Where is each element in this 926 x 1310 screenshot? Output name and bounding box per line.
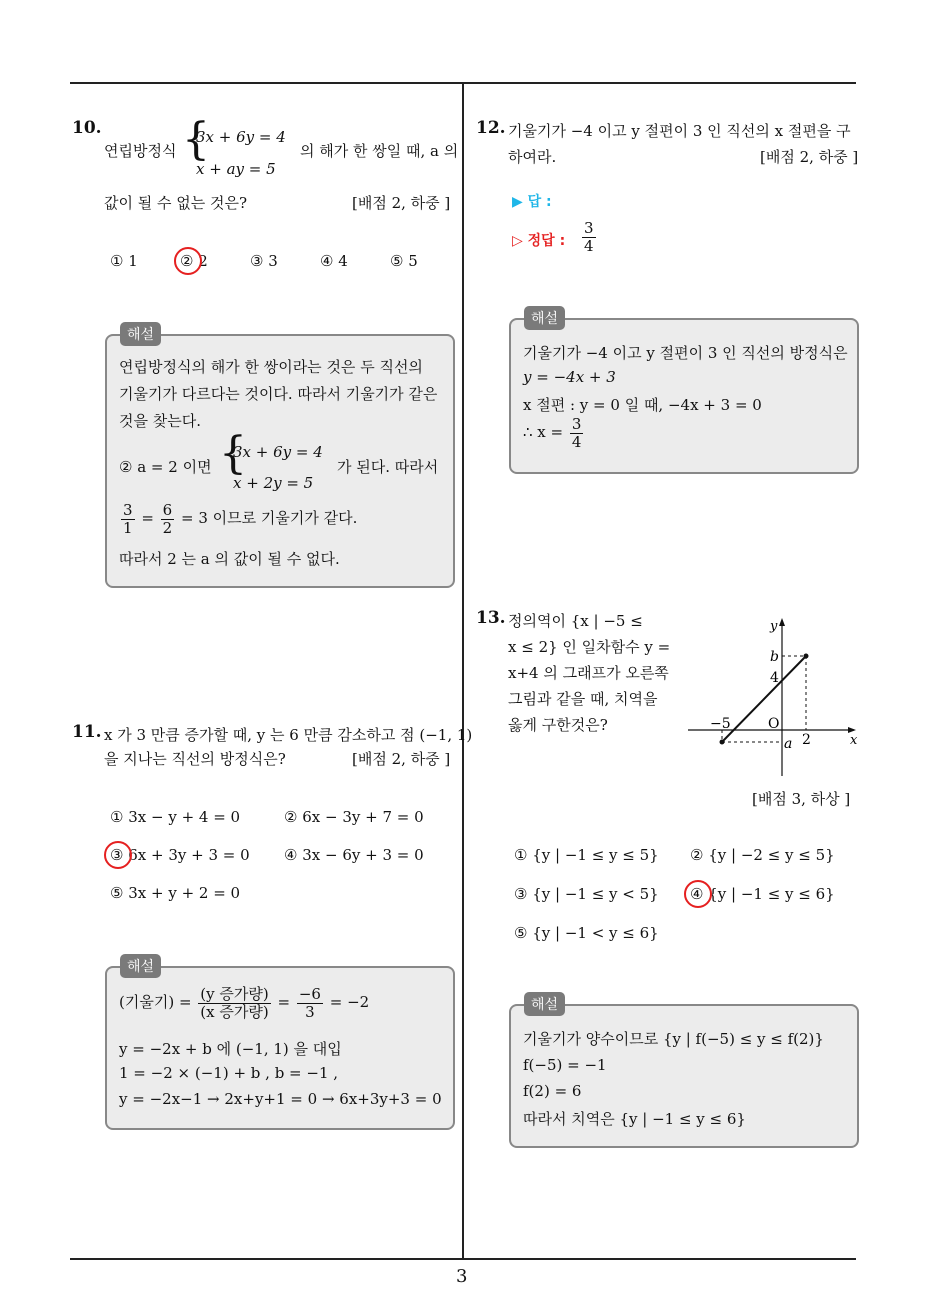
q12-sol-l4: ∴ x = [523,423,564,441]
q13-sol-l4: 따라서 치역은 {y | −1 ≤ y ≤ 6} [523,1110,746,1128]
q13-graph [684,612,864,782]
q12-sol-frac: $\frac{3}{4}$ [571,415,582,451]
q13-sol-l2: f(−5) = −1 [523,1056,607,1074]
q13-function-line [722,656,806,742]
q10-answer-mark [174,247,202,275]
q11-answer-mark [104,841,132,869]
q12-correct-value [580,220,598,254]
q12-number: 12. [476,118,506,138]
q13-choice-2[interactable]: ② {y | −2 ≤ y ≤ 5} [690,846,835,864]
q10-choice-5[interactable]: ⑤ 5 [390,252,418,270]
q10-brace: { [182,114,210,165]
q11-line1: x 가 3 만큼 증가할 때, y 는 6 만큼 감소하고 점 (−1, 1) [104,726,473,744]
q10-points: [배점 2, 하중 ] [352,194,451,212]
q10-sol-frac2: $\frac{6}{2}$ [162,501,173,537]
q12-correct-frac: $\frac{3}{4}$ [584,219,594,255]
q13-y-arrow [779,618,785,626]
q10-sol-l5: = 3 이므로 기울기가 같다. [180,509,358,527]
q13-number: 13. [476,608,506,628]
q10-sol-l1: 연립방정식의 해가 한 쌍이라는 것은 두 직선의 [119,358,423,376]
q10-sol-brace: { [219,428,247,479]
q13-l1: 정의역이 {x | −5 ≤ [508,612,643,630]
page-number: 3 [456,1266,468,1287]
q13-sol-l3: f(2) = 6 [523,1082,582,1100]
q13-choice-5[interactable]: ⑤ {y | −1 < y ≤ 6} [514,924,659,942]
q12-sol-l3: x 절편 : y = 0 일 때, −4x + 3 = 0 [523,396,762,414]
q10-choice-3[interactable]: ③ 3 [250,252,278,270]
q12-sol-l4-row [523,416,585,450]
q13-a-label: a [784,736,793,752]
q13-y-label: y [770,619,778,634]
q11-sol-l1a: (기울기) = [119,993,192,1011]
q11-sol-l1b: = −2 [329,993,370,1011]
q12-answer-label: ▶ 답 : [512,194,552,210]
q12-correct-label: ▷ 정답 : [512,233,566,249]
q12-line1: 기울기가 −4 이고 y 절편이 3 인 직선의 x 절편을 구 [508,122,851,140]
q13-points: [배점 3, 하상 ] [752,790,851,808]
q10-choice-2[interactable]: ② 2 [180,252,208,270]
q13-l2: x ≤ 2} 인 일차함수 y = [508,638,671,656]
q13-l5: 옳게 구한것은? [508,716,608,734]
q10-sol-frac1: $\frac{3}{1}$ [123,501,133,537]
q10-sol-l3: 것을 찾는다. [119,412,201,430]
q13-solution-tag: 해설 [524,992,565,1016]
q10-solution-box [105,334,455,588]
q10-choice-4[interactable]: ④ 4 [320,252,348,270]
q10-lead: 연립방정식 [104,142,177,160]
q12-sol-l1: 기울기가 −4 이고 y 절편이 3 인 직선의 방정식은 [523,344,848,362]
q11-choice-1[interactable]: ① 3x − y + 4 = 0 [110,808,241,826]
q13-x-label: x [850,733,858,748]
q10-sol-l2: 기울기가 다르다는 것이다. 따라서 기울기가 같은 [119,385,438,403]
q11-sol-l1-row: (기울기) = $\frac{\text{(y 증가량)}}{\text{(x 증가량)}}$ = $\frac{-6}{3}$ = −2 [119,985,370,1021]
q13-choice-1[interactable]: ① {y | −1 ≤ y ≤ 5} [514,846,659,864]
q11-solution-box [105,966,455,1130]
q13-l3: x+4 의 그래프가 오른쪽 [508,664,669,682]
q10-tail: 의 해가 한 쌍일 때, a 의 [300,142,459,160]
q13-sol-l1: 기울기가 양수이므로 {y | f(−5) ≤ y ≤ f(2)} [523,1030,824,1048]
q11-choice-2[interactable]: ② 6x − 3y + 7 = 0 [284,808,424,826]
q13-neg5-label: −5 [710,716,731,732]
q13-l4: 그림과 같을 때, 치역을 [508,690,658,708]
q13-solution-box [509,1004,859,1148]
q13-choice-3[interactable]: ③ {y | −1 ≤ y < 5} [514,885,659,903]
q12-solution-tag: 해설 [524,306,565,330]
q10-number: 10. [72,118,102,138]
q13-two-label: 2 [802,732,811,748]
q10-sol-l5-row: $\frac{3}{1}$ = $\frac{6}{2}$ = 3 이므로 기울기가 같다. [123,501,358,537]
q10-sol-l4b: 가 된다. 따라서 [337,458,439,476]
q13-b-label: b [770,649,779,665]
q10-line2: 값이 될 수 없는 것은? [104,194,248,212]
q10-eq1: 3x + 6y = 4 [196,128,286,146]
q13-choice-4[interactable]: ④ {y | −1 ≤ y ≤ 6} [690,885,835,903]
q10-sol-l6: 따라서 2 는 a 의 값이 될 수 없다. [119,550,340,568]
q12-points: [배점 2, 하중 ] [760,148,859,166]
bottom-rule [70,1258,856,1260]
q12-line2: 하여라. [508,148,557,166]
q10-sol-l4a: ② a = 2 이면 [119,458,212,476]
q13-origin-label: O [768,716,780,732]
q10-sol-sys2: x + 2y = 5 [233,474,314,492]
q11-choice-3[interactable]: ③ 6x + 3y + 3 = 0 [110,846,250,864]
column-divider [462,84,464,1260]
q13-answer-mark [684,880,712,908]
q12-sol-l2: y = −4x + 3 [523,368,616,386]
q13-four-label: 4 [770,670,779,686]
q11-choice-5[interactable]: ⑤ 3x + y + 2 = 0 [110,884,241,902]
q10-eq2: x + ay = 5 [196,160,276,178]
q11-solution-tag: 해설 [120,954,161,978]
q11-sol-l2: y = −2x + b 에 (−1, 1) 을 대입 [119,1040,342,1058]
q12-solution-box [509,318,859,474]
q11-points: [배점 2, 하중 ] [352,750,451,768]
q11-sol-frac2: $\frac{-6}{3}$ [298,985,321,1021]
q11-number: 11. [72,722,102,742]
q11-sol-l3: 1 = −2 × (−1) + b , b = −1 , [119,1064,339,1082]
q10-solution-tag: 해설 [120,322,161,346]
q10-sol-sys1: 3x + 6y = 4 [233,443,323,461]
q11-sol-l4: y = −2x−1 → 2x+y+1 = 0 → 6x+3y+3 = 0 [119,1090,442,1108]
q10-choice-1[interactable]: ① 1 [110,252,138,270]
q11-choice-4[interactable]: ④ 3x − 6y + 3 = 0 [284,846,424,864]
q11-line2: 을 지나는 직선의 방정식은? [104,750,286,768]
q11-sol-frac1: $\frac{\text{(y 증가량)}}{\text{(x 증가량)}}$ [200,985,269,1021]
